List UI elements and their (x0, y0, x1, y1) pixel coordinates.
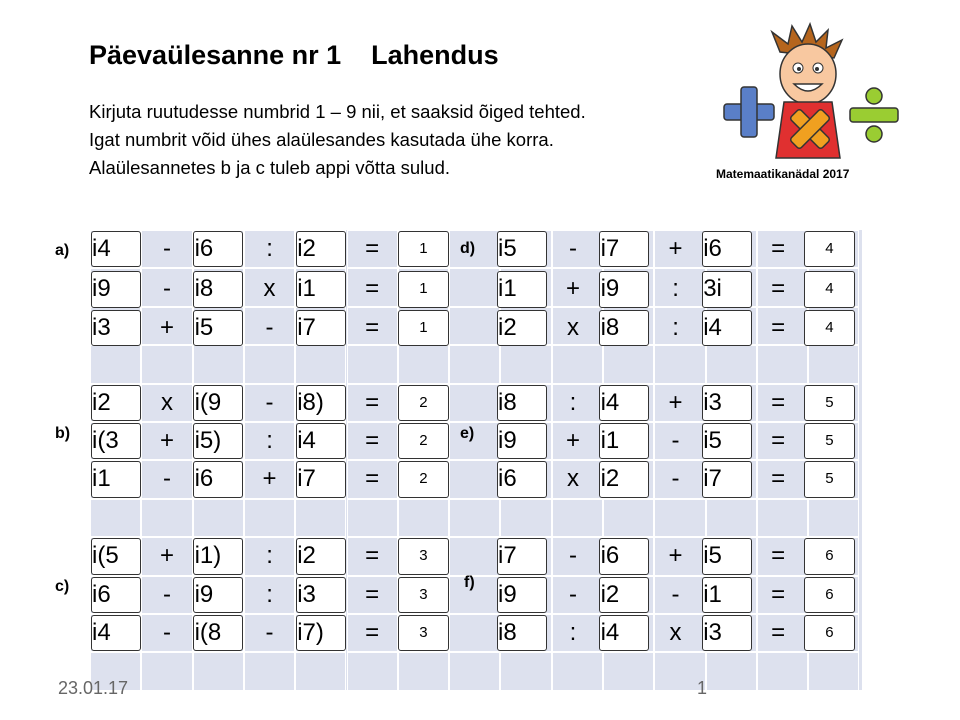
result-value: 2 (419, 470, 428, 488)
result-value: 1 (419, 280, 428, 298)
result-value: 5 (825, 393, 834, 411)
footer-date: 23.01.17 (58, 678, 129, 698)
operator: - (162, 235, 171, 262)
operator: - (265, 388, 274, 416)
result-value: 3 (419, 547, 428, 565)
plus-icon (724, 87, 774, 137)
result-value: 2 (419, 432, 428, 449)
grid-cell (603, 652, 654, 690)
math-week-logo (702, 22, 912, 162)
answer-value: i1 (498, 275, 517, 303)
operator: + (668, 235, 683, 262)
answer-value: i4 (297, 427, 316, 454)
operator: : (266, 542, 273, 570)
answer-value: i5) (194, 427, 222, 454)
answer-value: i4 (600, 619, 620, 646)
operator: - (671, 580, 680, 608)
result-value: 4 (825, 318, 834, 336)
grid-cell (244, 345, 295, 383)
grid-cell (500, 652, 551, 690)
grid-cell (449, 652, 500, 690)
answer-value: i1 (703, 580, 722, 608)
equals-sign: = (771, 235, 786, 262)
answer-value: i6 (498, 465, 517, 493)
result-value: 1 (419, 240, 428, 257)
instruction-line: Kirjuta ruutudesse numbrid 1 – 9 nii, et saaksid õiged tehted. (89, 101, 586, 122)
answer-value: i5 (703, 542, 722, 570)
instruction-line: Alaülesannetes b ja c tuleb appi võtta sulud. (89, 157, 450, 178)
operator: x (566, 465, 579, 493)
grid-cell (449, 384, 500, 422)
result-value: 6 (825, 624, 834, 641)
grid-cell (706, 652, 757, 690)
operator: x (160, 388, 173, 416)
logo-caption: Matemaatikanädal 2017 (716, 167, 850, 181)
section-label: a) (55, 242, 70, 259)
operator: - (162, 580, 171, 608)
answer-value: i(5 (92, 542, 119, 570)
operator: + (262, 465, 277, 493)
grid-cell (500, 345, 551, 383)
operator: - (568, 542, 577, 570)
result-value: 5 (825, 432, 834, 449)
grid-cell (295, 345, 346, 383)
operator: + (668, 388, 683, 416)
result-value: 3 (419, 624, 428, 641)
operator: + (159, 313, 174, 341)
answer-value: i1 (92, 465, 111, 493)
operator: + (565, 427, 580, 454)
section-label: d) (460, 240, 476, 257)
answer-value: i7 (703, 465, 722, 493)
section-label: e) (460, 425, 475, 442)
answer-value: i8 (498, 619, 517, 646)
answer-value: i7 (600, 235, 620, 262)
grid-cell (398, 499, 449, 537)
operator: : (672, 313, 679, 341)
result-value: 4 (825, 240, 834, 257)
operator: - (568, 580, 577, 608)
answer-value: i9 (498, 580, 517, 608)
section-label: b) (55, 425, 71, 442)
result-value: 2 (419, 393, 428, 411)
grid-cell (141, 499, 192, 537)
answer-value: i4 (600, 388, 620, 416)
answer-value: i8) (297, 388, 324, 416)
equals-sign: = (365, 313, 380, 341)
equals-sign: = (365, 465, 380, 493)
grid-cell (193, 345, 244, 383)
answer-value: i8 (600, 313, 620, 341)
answer-value: i9 (194, 580, 214, 608)
result-value: 4 (825, 280, 834, 298)
operator: + (159, 427, 174, 454)
operator: : (266, 235, 273, 262)
equals-sign: = (365, 619, 380, 646)
answer-value: i3 (92, 313, 111, 341)
answer-value: i7) (297, 619, 324, 646)
result-value: 5 (825, 470, 834, 488)
grid-cell (449, 460, 500, 498)
boy-face-icon (780, 44, 836, 104)
operator: : (266, 580, 273, 608)
equals-sign: = (771, 465, 786, 493)
answer-value: i3 (703, 388, 722, 416)
grid-cell (808, 652, 859, 690)
answer-value: i6 (703, 235, 722, 262)
answer-value: i9 (498, 427, 517, 454)
answer-value: i3 (297, 580, 316, 608)
answer-value: i6 (92, 580, 111, 608)
answer-value: i8 (498, 388, 517, 416)
equals-sign: = (771, 275, 786, 303)
answer-value: i5 (194, 313, 214, 341)
answer-value: i9 (92, 275, 111, 303)
answer-value: i2 (498, 313, 517, 341)
operator: - (671, 465, 680, 493)
grid-cell (500, 499, 551, 537)
page-title: Päevaülesanne nr 1 Lahendus (89, 40, 499, 70)
answer-value: i9 (600, 275, 620, 303)
answer-value: i7 (297, 465, 316, 493)
answer-value: i2 (600, 465, 620, 493)
operator: : (569, 619, 577, 646)
grid-cell (449, 268, 500, 306)
grid-cell (90, 499, 141, 537)
operator: - (162, 619, 171, 646)
grid-cell (449, 422, 500, 460)
equals-sign: = (365, 388, 380, 416)
grid-cell (244, 652, 295, 690)
equals-sign: = (365, 542, 380, 570)
grid-cell (552, 652, 603, 690)
grid-cell (398, 652, 449, 690)
result-value: 1 (419, 318, 428, 336)
operator: - (265, 313, 274, 341)
equals-sign: = (365, 275, 380, 303)
operator: x (669, 619, 682, 646)
divide-icon (850, 88, 898, 142)
grid-cell (757, 345, 808, 383)
operator: + (159, 542, 174, 570)
grid-cell (552, 345, 603, 383)
grid-cell (193, 652, 244, 690)
instruction-line: Igat numbrit võid ühes alaülesandes kasutada ühe korra. (89, 129, 554, 150)
equals-sign: = (771, 619, 786, 646)
grid-cell (295, 652, 346, 690)
answer-value: i6 (600, 542, 620, 570)
grid-cell (141, 345, 192, 383)
answer-value: i(3 (92, 427, 119, 454)
equals-sign: = (365, 235, 380, 262)
grid-cell (706, 499, 757, 537)
grid-cell (603, 345, 654, 383)
operator: : (569, 388, 577, 416)
grid-cell (654, 499, 705, 537)
grid-cell (757, 499, 808, 537)
grid-cell (141, 652, 192, 690)
operator: + (668, 542, 683, 570)
answer-value: i2 (600, 580, 620, 608)
grid-cell (552, 499, 603, 537)
result-value: 6 (825, 585, 834, 603)
grid-cell (244, 499, 295, 537)
answer-value: i7 (498, 542, 517, 570)
grid-cell (398, 345, 449, 383)
answer-value: i8 (194, 275, 214, 303)
puzzle-grid (90, 230, 862, 690)
operator: : (672, 275, 679, 303)
equals-sign: = (365, 427, 380, 454)
grid-cell (706, 345, 757, 383)
grid-cell (295, 499, 346, 537)
grid-cell (449, 499, 500, 537)
grid-cell (347, 499, 398, 537)
operator: - (162, 275, 171, 303)
answer-value: i5 (498, 235, 517, 262)
equals-sign: = (365, 580, 380, 608)
grid-cell (347, 652, 398, 690)
grid-cell (449, 576, 500, 614)
instructions (89, 98, 586, 182)
grid-cell (808, 345, 859, 383)
answer-value: i1) (194, 542, 222, 570)
answer-value: i4 (92, 619, 111, 646)
result-value: 6 (825, 547, 834, 565)
grid-cell (449, 307, 500, 345)
footer-page-number: 1 (697, 678, 708, 698)
grid-cell (449, 614, 500, 652)
answer-value: i2 (297, 235, 316, 262)
operator: + (565, 275, 580, 303)
result-value: 3 (419, 585, 428, 603)
answer-value: i7 (297, 313, 316, 341)
grid-cell (347, 345, 398, 383)
equals-sign: = (771, 427, 786, 454)
section-label: f) (464, 574, 475, 591)
grid-cell (193, 499, 244, 537)
grid-cell (808, 499, 859, 537)
equals-sign: = (771, 388, 786, 416)
answer-value: i6 (194, 235, 214, 262)
answer-value: i1 (600, 427, 620, 454)
operator: - (162, 465, 171, 493)
grid-cell (449, 537, 500, 575)
answer-value: i4 (703, 313, 722, 341)
equals-sign: = (771, 580, 786, 608)
section-label: c) (55, 578, 70, 595)
answer-value: i(9 (194, 388, 222, 416)
answer-value: i1 (297, 275, 316, 303)
answer-value: i3 (703, 619, 722, 646)
equals-sign: = (771, 313, 786, 341)
equals-sign: = (771, 542, 786, 570)
operator: : (266, 427, 273, 454)
answer-value: i(8 (194, 619, 222, 646)
grid-cell (603, 499, 654, 537)
answer-value: i2 (297, 542, 316, 570)
grid-cell (757, 652, 808, 690)
answer-value: i4 (92, 235, 111, 262)
grid-cell (90, 345, 141, 383)
grid-cell (654, 345, 705, 383)
operator: - (265, 619, 274, 646)
operator: - (671, 427, 680, 454)
answer-value: i6 (194, 465, 214, 493)
answer-value: i2 (92, 388, 111, 416)
grid-cell (449, 345, 500, 383)
answer-value: i5 (703, 427, 722, 454)
answer-value: 3i (703, 275, 722, 303)
operator: x (566, 313, 579, 341)
operator: x (263, 275, 276, 303)
operator: - (568, 235, 577, 262)
